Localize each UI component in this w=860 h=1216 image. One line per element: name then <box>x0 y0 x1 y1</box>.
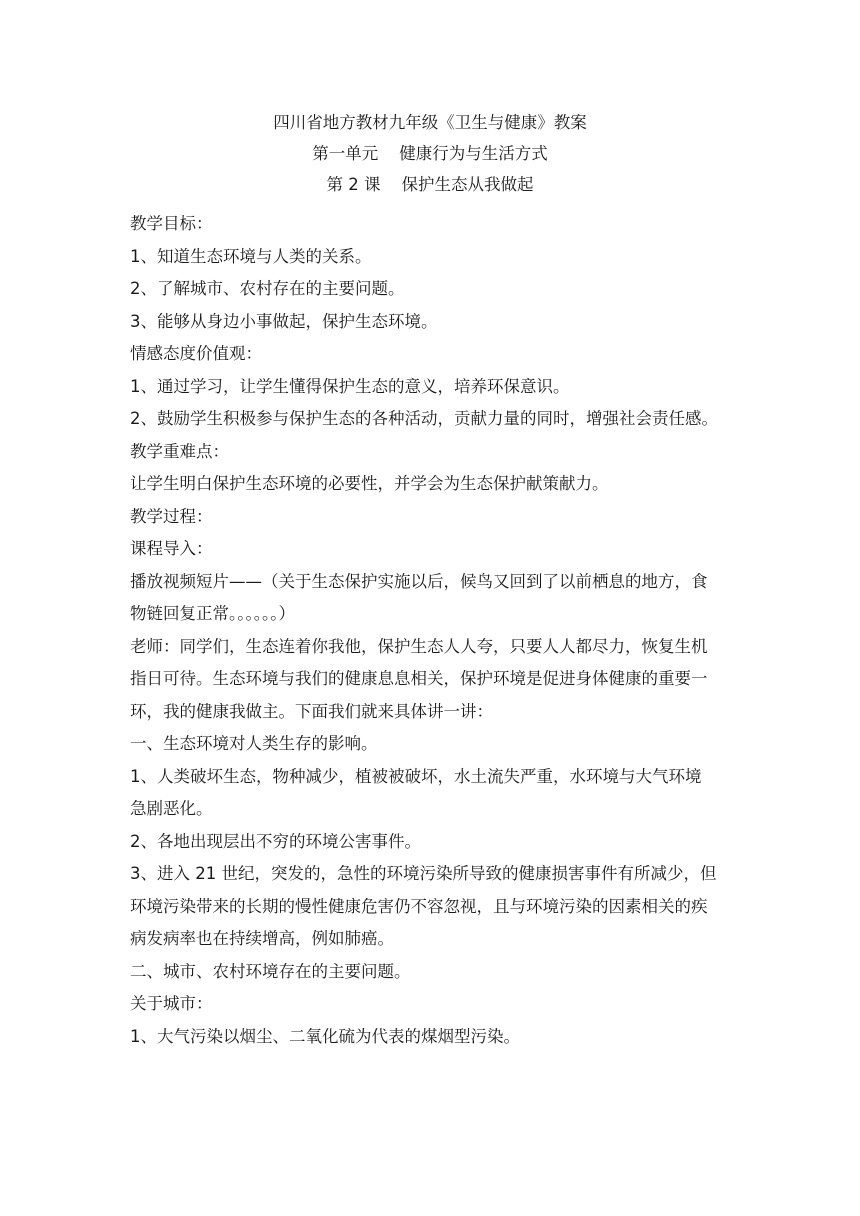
text-line: 病发病率也在持续增高，例如肺癌。 <box>130 929 394 948</box>
text-line: 1、知道生态环境与人类的关系。 <box>130 246 372 266</box>
text-line: 课程导入： <box>130 539 213 558</box>
title-block <box>130 107 730 200</box>
text-line: 1、大气污染以烟尘、二氧化硫为代表的煤烟型污染。 <box>130 1026 520 1046</box>
body-text <box>130 208 734 1053</box>
text-line: 指日可待。生态环境与我们的健康息息相关，保护环境是促进身体健康的重要一 <box>130 669 708 688</box>
text-line: 情感态度价值观： <box>130 344 262 363</box>
text-line: 老师：同学们，生态连着你我他，保护生态人人夸，只要人人都尽力，恢复生机 <box>130 636 708 656</box>
lesson-title: 第 2 课 保护生态从我做起 <box>326 175 534 194</box>
document-title: 四川省地方教材九年级《卫生与健康》教案 <box>273 113 587 132</box>
text-line: 环境污染带来的长期的慢性健康危害仍不容忽视，且与环境污染的因素相关的疾 <box>130 896 708 916</box>
unit-title: 第一单元 健康行为与生活方式 <box>312 144 548 163</box>
text-line: 播放视频短片——（关于生态保护实施以后，候鸟又回到了以前栖息的地方，食 <box>130 571 708 591</box>
text-line: 急剧恶化。 <box>130 799 213 818</box>
text-line: 物链回复正常。。。。。。） <box>130 604 295 623</box>
text-line: 环，我的健康我做主。下面我们就来具体讲一讲： <box>130 701 493 721</box>
text-line: 1、人类破坏生态，物种减少，植被被破坏，水土流失严重，水环境与大气环境 <box>130 766 702 786</box>
text-line: 关于城市： <box>130 994 213 1013</box>
text-line: 3、进入 21 世纪，突发的，急性的环境污染所导致的健康损害事件有所减少，但 <box>130 864 717 883</box>
text-line: 教学目标： <box>130 214 213 233</box>
text-line: 2、了解城市、农村存在的主要问题。 <box>130 279 405 298</box>
text-line: 二、城市、农村环境存在的主要问题。 <box>130 961 411 981</box>
text-line: 1、通过学习，让学生懂得保护生态的意义，培养环保意识。 <box>130 376 570 396</box>
text-line: 2、各地出现层出不穷的环境公害事件。 <box>130 831 421 851</box>
text-line: 2、鼓励学生积极参与保护生态的各种活动，贡献力量的同时，增强社会责任感。 <box>130 409 718 428</box>
text-line: 教学过程： <box>130 506 213 526</box>
text-line: 一、生态环境对人类生存的影响。 <box>130 734 378 753</box>
text-line: 让学生明白保护生态环境的必要性，并学会为生态保护献策献力。 <box>130 474 609 493</box>
text-line: 3、能够从身边小事做起，保护生态环境。 <box>130 311 438 331</box>
text-line: 教学重难点： <box>130 441 229 461</box>
